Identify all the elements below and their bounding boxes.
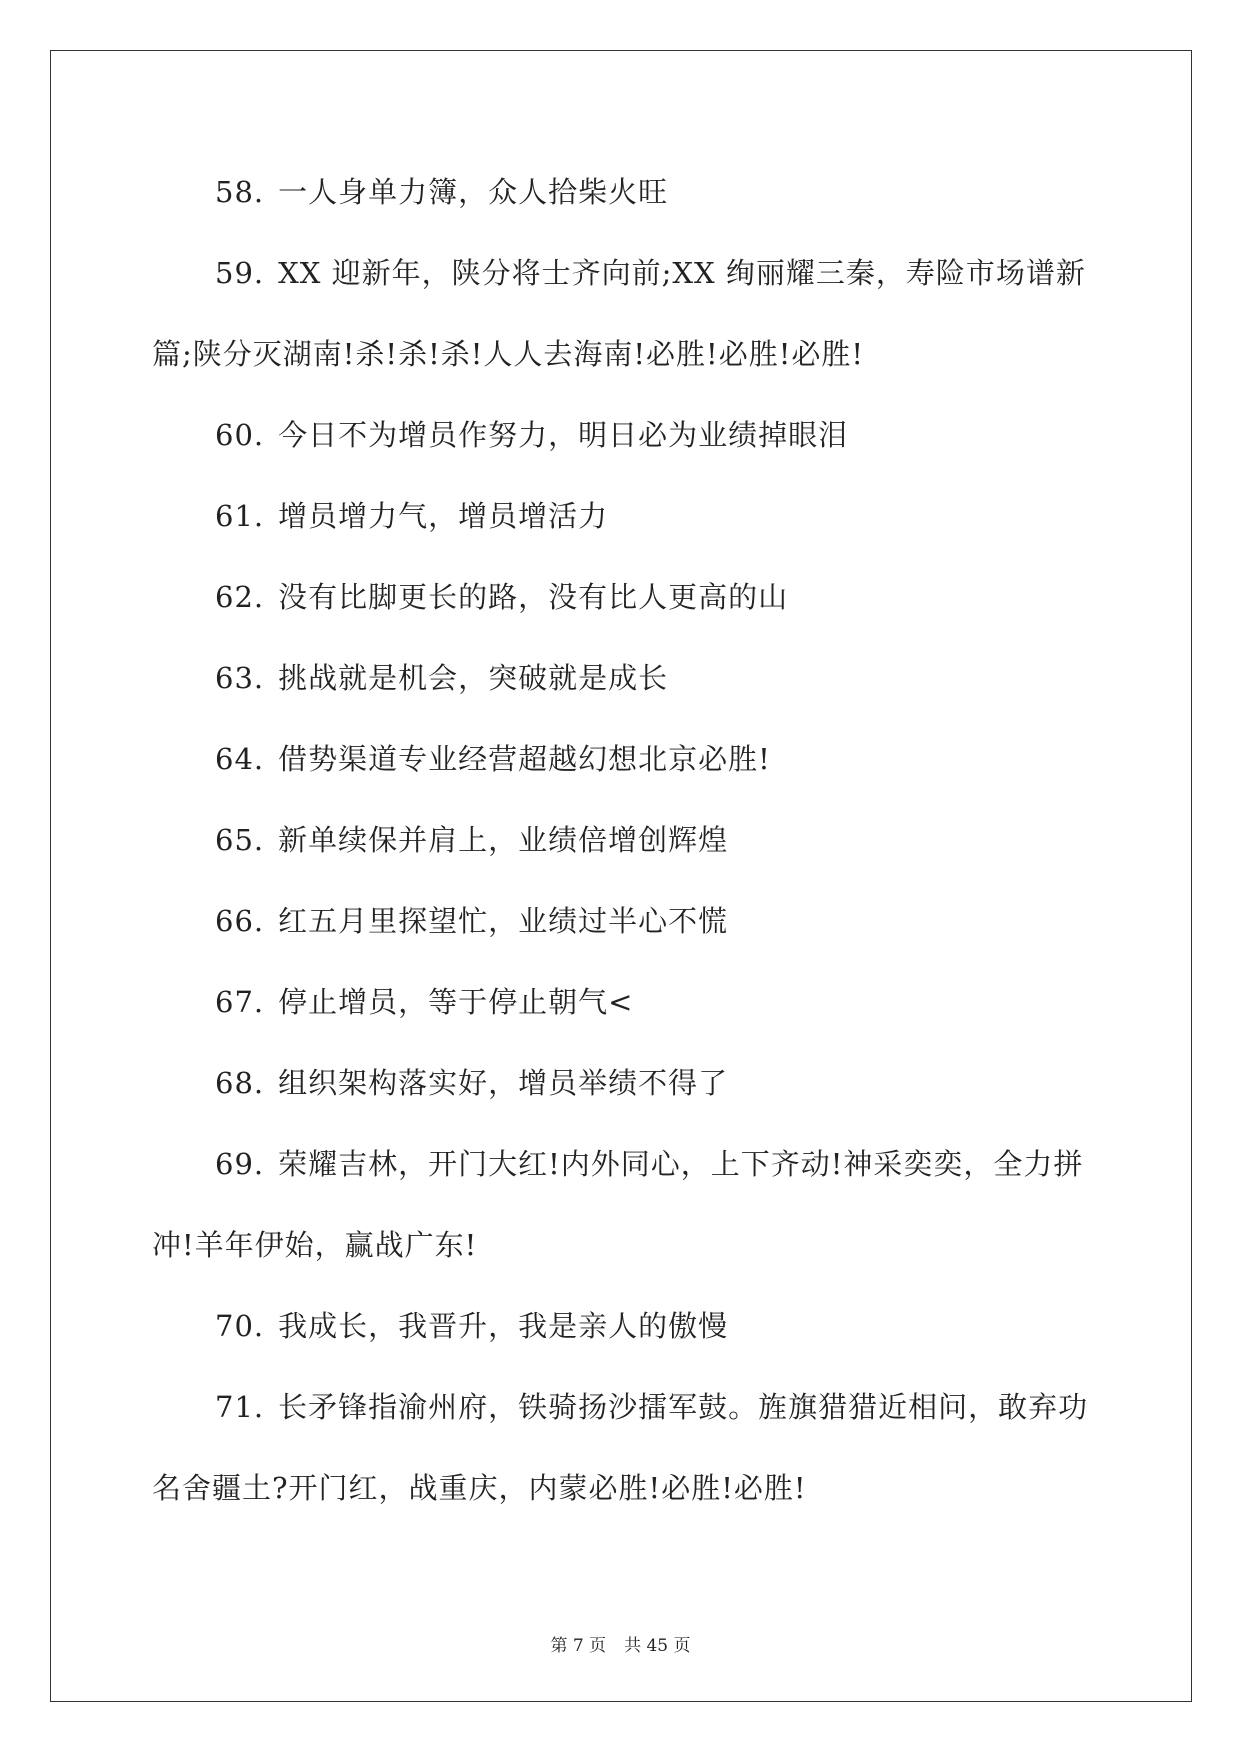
page-number: 第 7 页 — [550, 1636, 607, 1656]
paragraph-65 — [152, 800, 1092, 881]
item-number: 66. — [215, 904, 265, 938]
paragraph-64 — [152, 719, 1092, 800]
paragraph-62 — [152, 557, 1092, 638]
item-text: XX 迎新年，陕分将士齐向前;XX 绚丽耀三秦，寿险市场谱新篇;陕分灭湖南!杀!杀!杀!人人去海南!必胜!必胜!必胜! — [152, 256, 1086, 371]
item-text: 挑战就是机会，突破就是成长 — [278, 661, 669, 695]
item-number: 67. — [215, 985, 265, 1019]
paragraph-69 — [152, 1124, 1092, 1286]
item-number: 61. — [215, 499, 265, 533]
item-text: 停止增员，等于停止朝气< — [278, 985, 634, 1019]
item-text: 荣耀吉林，开门大红!内外同心，上下齐动!神采奕奕，全力拼冲!羊年伊始，赢战广东! — [152, 1147, 1084, 1262]
item-number: 60. — [215, 418, 265, 452]
paragraph-60 — [152, 395, 1092, 476]
item-text: 增员增力气，增员增活力 — [278, 499, 609, 533]
item-text: 我成长，我晋升，我是亲人的傲慢 — [278, 1309, 729, 1343]
item-text: 一人身单力簿，众人拾柴火旺 — [278, 175, 669, 209]
item-text: 组织架构落实好，增员举绩不得了 — [278, 1066, 729, 1100]
paragraph-71 — [152, 1367, 1092, 1529]
item-number: 69. — [215, 1147, 265, 1181]
paragraph-66 — [152, 881, 1092, 962]
item-number: 70. — [215, 1309, 265, 1343]
item-number: 59. — [215, 256, 265, 290]
item-number: 68. — [215, 1066, 265, 1100]
item-text: 今日不为增员作努力，明日必为业绩掉眼泪 — [278, 418, 849, 452]
paragraph-67 — [152, 962, 1092, 1043]
item-number: 64. — [215, 742, 265, 776]
item-text: 长矛锋指渝州府，铁骑扬沙擂军鼓。旌旗猎猎近相问，敢弃功名舍疆土?开门红，战重庆，内蒙必胜!必胜!必胜! — [152, 1390, 1089, 1505]
paragraph-58 — [152, 152, 1092, 233]
document-body — [152, 152, 1092, 1529]
item-number: 63. — [215, 661, 265, 695]
paragraph-68 — [152, 1043, 1092, 1124]
item-number: 71. — [215, 1390, 265, 1424]
paragraph-70 — [152, 1286, 1092, 1367]
item-text: 没有比脚更长的路，没有比人更高的山 — [278, 580, 789, 614]
item-text: 借势渠道专业经营超越幻想北京必胜! — [278, 742, 771, 776]
page-total: 共 45 页 — [624, 1636, 691, 1656]
item-text: 红五月里探望忙，业绩过半心不慌 — [278, 904, 729, 938]
paragraph-59 — [152, 233, 1092, 395]
page-footer — [0, 1631, 1241, 1656]
paragraph-61 — [152, 476, 1092, 557]
item-number: 65. — [215, 823, 265, 857]
item-text: 新单续保并肩上，业绩倍增创辉煌 — [278, 823, 729, 857]
item-number: 62. — [215, 580, 265, 614]
paragraph-63 — [152, 638, 1092, 719]
item-number: 58. — [215, 175, 265, 209]
